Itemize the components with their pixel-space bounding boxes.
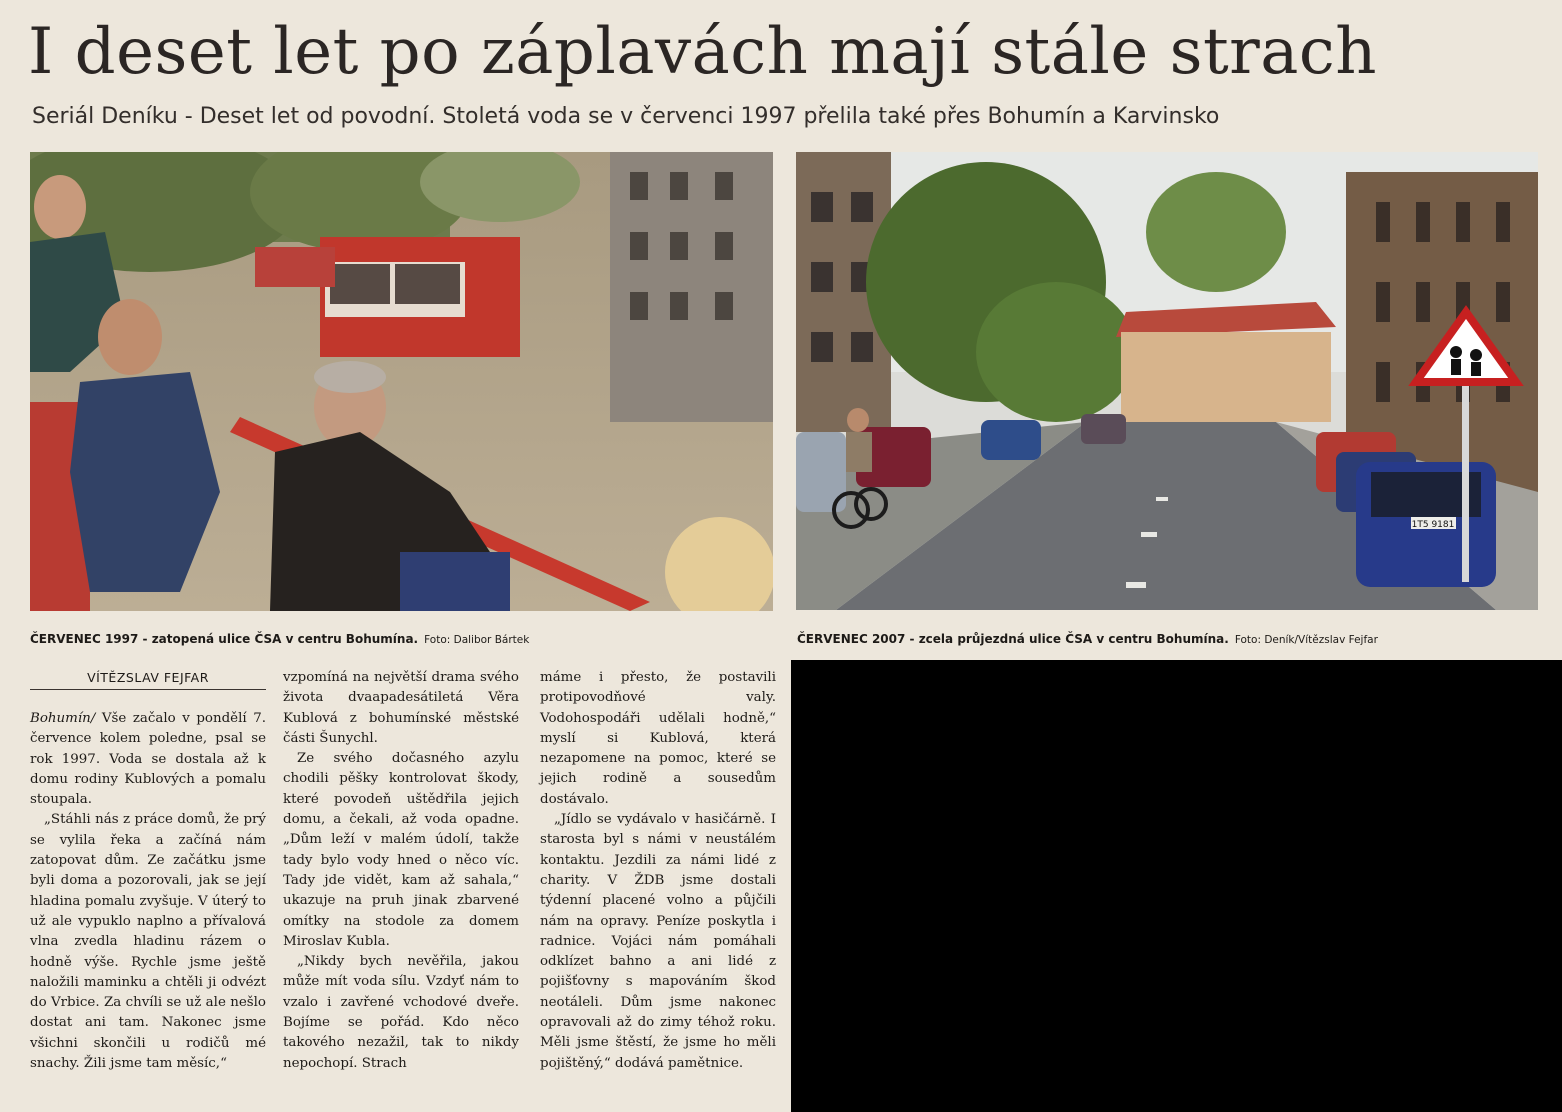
license-plate-text: 1T5 9181 [1411,520,1455,530]
headline: I deset let po záplavách mají stále strach [28,15,1377,89]
photo-flood-1997 [30,152,773,611]
caption-text: ČERVENEC 2007 - zcela průjezdná ulice ČSA v centru Bohumína. [797,632,1229,646]
article-column-3 [540,668,776,1074]
redacted-area [791,660,1562,1112]
paragraph [30,709,266,810]
paragraph: máme i přesto, že postavili protipovodňové valy. Vodohospodáři udělali hodně,“ myslí si Kublová, která nezapomene na pomoc, které se jejich rodině a sousedům dostávalo. [540,670,776,807]
photo-caption-2007 [797,630,1378,649]
paragraph: „Stáhli nás z práce domů, že prý se vylila řeka a začíná nám zatopovat dům. Ze začátku jsme byli doma a pozorovali, jak se její hladina pomalu zvyšuje. V úterý to už ale vypuklo naplno a přívalová vlna zvedla hladinu rázem o hodně výše. Rychle jsme ještě naložili maminku a chtěli ji odvézt do Vrbice. Za chvíli se už ale nešlo dostat ani tam. Nakonec jsme všichni skončili u rodičů mé snachy. Žili jsme tam měsíc,“ [30,812,266,1072]
paragraph: „Jídlo se vydávalo v hasičárně. I starosta byl s námi v neustálém kontaktu. Jezdili za námi lidé z charity. V ŽDB jsme dostali týdenní placené volno a půjčili nám na opravy. Peníze poskytla i radnice. Vojáci nám pomáhali odklízet bahno a ani lidé z pojišťovny s mapováním škod neotáleli. Dům jsme nakonec opravovali až do zimy téhož roku. Měli jsme štěstí, že jsme ho měli pojištěný,“ dodává pamětnice. [540,812,776,1071]
photo-credit: Foto: Dalibor Bártek [424,634,530,646]
paragraph: „Nikdy bych nevěřila, jakou může mít voda sílu. Vzdyť nám to vzalo i zavřené vchodové dveře. Bojíme se pořád. Kdo něco takového nezažil, tak to nikdy nepochopí. Strach [283,954,519,1071]
photo-credit: Foto: Deník/Vítězslav Fejfar [1234,634,1378,646]
paragraph: Ze svého dočasného azylu chodili pěšky kontrolovat škody, které povodeň uštědřila jejich domu, a čekali, až voda opadne. „Dům leží v malém údolí, takže tady bylo vody hned o něco víc. Tady jde vidět, kam až sahala,“ ukazuje na pruh jinak zbarvené omítky na stodole za domem Miroslav Kubla. [283,751,519,949]
photo-caption-1997 [30,630,529,649]
paragraph: vzpomíná na největší drama svého života dvaapadesátiletá Věra Kublová z bohumínské městské části Šunychl. [283,670,519,746]
article-column-1 [30,709,266,1074]
byline: VÍTĚZSLAV FEJFAR [30,670,266,690]
subheadline: Seriál Deníku - Deset let od povodní. Stoletá voda se v červenci 1997 přelila také přes Bohumín a Karvinsko [32,104,1220,129]
article-column-2 [283,668,519,1074]
photo-street-2007 [796,152,1538,610]
caption-text: ČERVENEC 1997 - zatopená ulice ČSA v centru Bohumína. [30,632,419,646]
paragraph-text: Vše začalo v pondělí 7. července kolem poledne, psal se rok 1997. Voda se dostala až k domu rodiny Kublových a pomalu stoupala. [30,711,266,808]
dateline: Bohumín/ [30,711,96,726]
